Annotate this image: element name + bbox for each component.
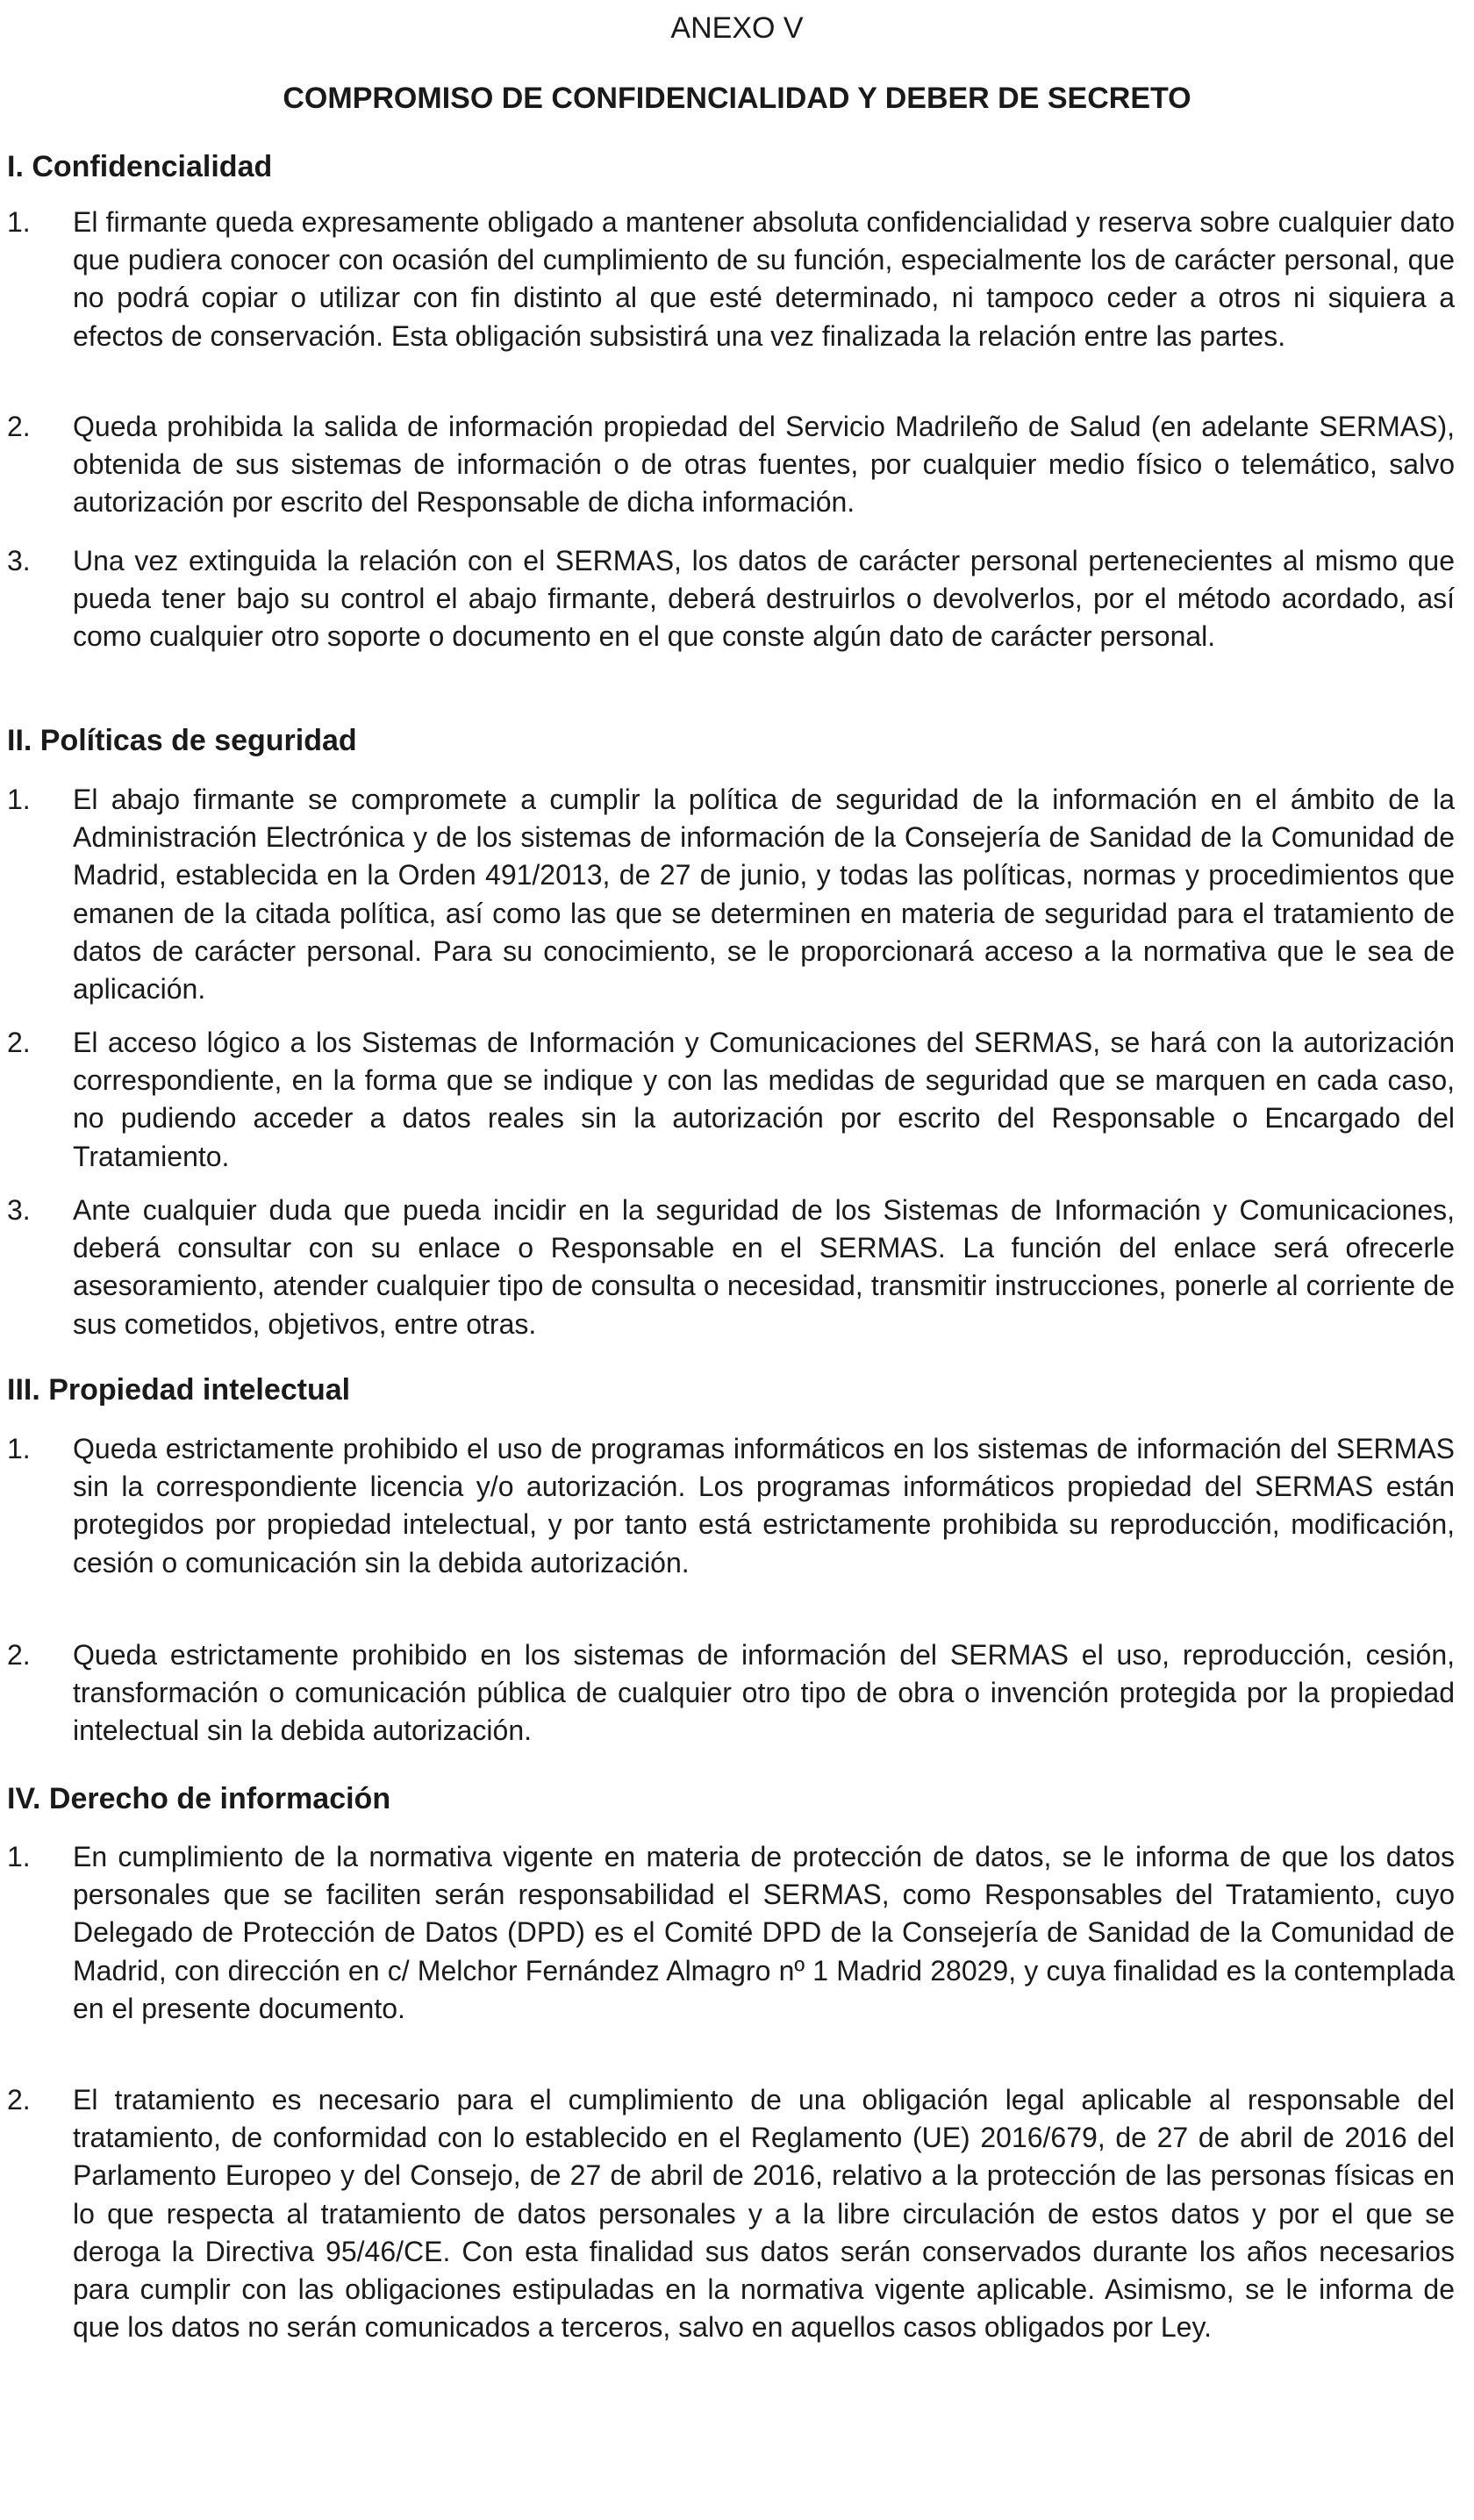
list-item xyxy=(7,1838,1455,2028)
item-text: Queda estrictamente prohibido el uso de programas informáticos en los sistemas de información del SERMAS sin la correspondiente licencia y/o autorización. Los programas informáticos propiedad del SERMAS están protegidos por propiedad intelectual, y por tanto está estrictamente prohibida su reproducción, modificación, cesión o comunicación sin la debida autorización. xyxy=(73,1433,1455,1579)
item-text: Queda estrictamente prohibido en los sistemas de información del SERMAS el uso, reproducción, cesión, transformación o comunicación pública de cualquier otro tipo de obra o invención protegida por la propiedad intelectual sin la debida autorización. xyxy=(73,1639,1455,1747)
item-number: 2. xyxy=(7,1027,31,1058)
item-text: Ante cualquier duda que pueda incidir en la seguridad de los Sistemas de Información y Comunicaciones, deberá consultar con su enlace o Responsable en el SERMAS. La función del enlace será ofrecerle asesoramiento, atender cualquier tipo de consulta o necesidad, transmitir instrucciones, ponerle al corriente de sus cometidos, objetivos, entre otras. xyxy=(73,1194,1455,1340)
list-item xyxy=(7,2081,1455,2346)
annex-label: ANEXO V xyxy=(670,11,804,45)
item-number: 3. xyxy=(7,1194,31,1226)
item-text: Una vez extinguida la relación con el SERMAS, los datos de carácter personal pertenecientes al mismo que pueda tener bajo su control el abajo firmante, deberá destruirlos o devolverlos, por el método acordado, así como cualquier otro soporte o documento en el que conste algún dato de carácter personal. xyxy=(73,545,1455,653)
item-text: Queda prohibida la salida de información propiedad del Servicio Madrileño de Salud (en adelante SERMAS), obtenida de sus sistemas de información o de otras fuentes, por cualquier medio físico o telemático, salvo autorización por escrito del Responsable de dicha información. xyxy=(73,411,1455,519)
item-text: En cumplimiento de la normativa vigente en materia de protección de datos, se le informa de que los datos personales que se faciliten serán responsabilidad el SERMAS, como Responsables del Tratamiento, cuyo Delegado de Protección de Datos (DPD) es el Comité DPD de la Consejería de Sanidad de la Comunidad de Madrid, con dirección en c/ Melchor Fernández Almagro nº 1 Madrid 28029, y cuya finalidad es la contemplada en el presente documento. xyxy=(73,1841,1455,2024)
list-item xyxy=(7,781,1455,1008)
section-heading-propiedad-intelectual: III. Propiedad intelectual xyxy=(7,1373,351,1407)
list-item xyxy=(7,408,1455,522)
item-text: El firmante queda expresamente obligado a mantener absoluta confidencialidad y reserva sobre cualquier dato que pudiera conocer con ocasión del cumplimiento de su función, especialmente los de carácter personal, que no podrá copiar o utilizar con fin distinto al que esté determinado, ni tampoco ceder a otros ni siquiera a efectos de conservación. Esta obligación subsistirá una vez finalizada la relación entre las partes. xyxy=(73,206,1455,352)
item-number: 2. xyxy=(7,411,31,442)
list-item xyxy=(7,542,1455,656)
item-number: 2. xyxy=(7,1639,31,1671)
item-text: El tratamiento es necesario para el cumplimiento de una obligación legal aplicable al responsable del tratamiento, de conformidad con lo establecido en el Reglamento (UE) 2016/679, de 27 de abril de 2016 del Parlamento Europeo y del Consejo, de 27 de abril de 2016, relativo a la protección de las personas físicas en lo que respecta al tratamiento de datos personales y a la libre circulación de estos datos y por el que se deroga la Directiva 95/46/CE. Con esta finalidad sus datos serán conservados durante los años necesarios para cumplir con las obligaciones estipuladas en la normativa vigente aplicable. Asimismo, se le informa de que los datos no serán comunicados a terceros, salvo en aquellos casos obligados por Ley. xyxy=(73,2084,1455,2344)
section-heading-politicas-seguridad: II. Políticas de seguridad xyxy=(7,724,357,757)
list-item xyxy=(7,1636,1455,1750)
list-item xyxy=(7,1192,1455,1343)
item-number: 1. xyxy=(7,1841,31,1872)
list-item xyxy=(7,1024,1455,1176)
item-text: El acceso lógico a los Sistemas de Información y Comunicaciones del SERMAS, se hará con la autorización correspondiente, en la forma que se indique y con las medidas de seguridad que se marquen en cada caso, no pudiendo acceder a datos reales sin la autorización por escrito del Responsable o Encargado del Tratamiento. xyxy=(73,1027,1455,1172)
document-title: COMPROMISO DE CONFIDENCIALIDAD Y DEBER DE SECRETO xyxy=(283,82,1191,115)
item-number: 1. xyxy=(7,206,31,238)
item-number: 2. xyxy=(7,2084,31,2116)
list-item xyxy=(7,204,1455,355)
section-heading-derecho-informacion: IV. Derecho de información xyxy=(7,1782,391,1815)
section-heading-confidencialidad: I. Confidencialidad xyxy=(7,150,273,183)
item-number: 1. xyxy=(7,1433,31,1464)
item-text: El abajo firmante se compromete a cumplir la política de seguridad de la información en el ámbito de la Administración Electrónica y de los sistemas de información de la Consejería de Sanidad de la Comunidad de Madrid, establecida en la Orden 491/2013, de 27 de junio, y todas las políticas, normas y procedimientos que emanen de la citada política, así como las que se determinen en materia de seguridad para el tratamiento de datos de carácter personal. Para su conocimiento, se le proporcionará acceso a la normativa que le sea de aplicación. xyxy=(73,784,1455,1006)
list-item xyxy=(7,1430,1455,1582)
item-number: 1. xyxy=(7,784,31,815)
item-number: 3. xyxy=(7,545,31,576)
